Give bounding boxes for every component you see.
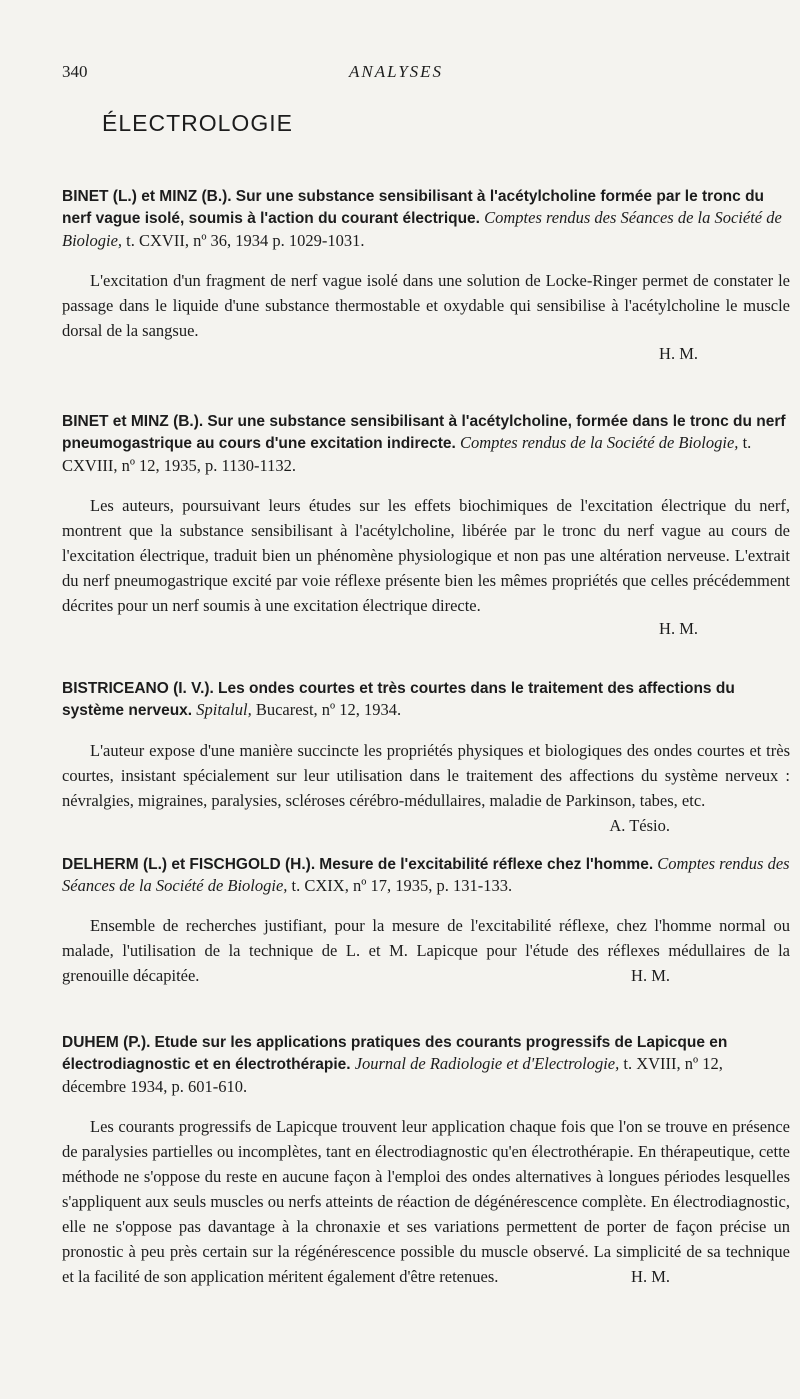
page-header bbox=[62, 62, 730, 86]
reference bbox=[62, 410, 790, 477]
entry-abstract bbox=[62, 1114, 790, 1289]
entry-journal: Spitalul, bbox=[196, 700, 252, 719]
abstract-entry bbox=[62, 660, 790, 838]
entry-journal: Comptes rendus de la Société de Biologie, bbox=[459, 433, 739, 452]
entry-abstract-text: L'auteur expose d'une manière succincte les propriétés physiques et biologiques des ondes courtes et très courtes, insistant spécialement sur leur utilisation dans le traitement des affections du système nerveux : névralgies, migraines, paralysies, scléroses cérébro-médullaires, maladie de Parkinson, tabes, etc. bbox=[62, 741, 790, 810]
entry-citation: t. CXVII, nº 36, 1934 p. 1029-1031. bbox=[126, 230, 365, 250]
entry-authors: BISTRICEANO (I. V.). bbox=[62, 679, 214, 697]
entry-signature: A. Tésio. bbox=[609, 816, 670, 835]
entry-signature: H. M. bbox=[659, 618, 698, 638]
entry-citation: t. CXVIII, nº 12, 1935, p. 1130-1132. bbox=[62, 433, 752, 475]
abstract-entry bbox=[62, 168, 790, 364]
entry-abstract bbox=[62, 913, 790, 988]
entry-abstract: L'excitation d'un fragment de nerf vague isolé dans une solution de Locke-Ringer permet de constater le passage dans le liquide d'une substance thermostable et oxydable qui sensibilise à l'acétylcholine le muscle dorsal de la sangsue. bbox=[62, 270, 790, 340]
entry-authors: BINET et MINZ (B.). bbox=[62, 412, 204, 430]
entry-signature: H. M. bbox=[659, 343, 698, 363]
entry-authors: DELHERM (L.) et FISCHGOLD (H.). bbox=[62, 855, 316, 873]
entry-authors: DUHEM (P.). bbox=[62, 1033, 151, 1051]
abstract-entry bbox=[62, 1014, 790, 1289]
reference bbox=[62, 853, 790, 897]
entry-title: Etude sur les applications pratiques des courants progressifs de Lapicque en électrodiagnostic et en électrothérapie. bbox=[62, 1033, 728, 1073]
entry-authors: BINET (L.) et MINZ (B.). bbox=[62, 187, 232, 205]
entry-journal: Journal de Radiologie et d'Electrologie, bbox=[354, 1054, 620, 1073]
page-number: 340 bbox=[62, 62, 88, 81]
entry-abstract-text: Ensemble de recherches justifiant, pour la mesure de l'excitabilité réflexe, chez l'homme normal ou malade, l'utilisation de la technique de L. et M. Lapicque pour l'étude des réflexes médullaires de la grenouille décapitée. bbox=[62, 916, 790, 985]
reference bbox=[62, 1031, 790, 1098]
entry-journal: Comptes rendus des Séances de la Société de Biologie, bbox=[62, 208, 782, 250]
entry-citation: Bucarest, nº 12, 1934. bbox=[255, 700, 402, 719]
entry-journal: Comptes rendus des Séances de la Société de Biologie, bbox=[62, 853, 790, 895]
entry-abstract: Les auteurs, poursuivant leurs études sur les effets biochimiques de l'excitation électrique du nerf, montrent que la substance sensibilisant à l'acétylcholine, libérée par le tronc du nerf vague au cours de l'excitation électrique, traduit bien un phénomène physiologique et non pas une altération nerveuse. L'extrait du nerf pneumogastrique excité par voie réflexe présente bien les mêmes propriétés que celles précédemment décrites pour un nerf soumis à une excitation électrique directe. bbox=[62, 495, 790, 615]
entry-abstract-text: Les courants progressifs de Lapicque trouvent leur application chaque fois que l'on se trouve en présence de paralysies partielles ou incomplètes, tant en électrodiagnostic qu'en électrothérapie. En thérapeutique, cette méthode ne s'oppose du reste en aucune façon à l'emploi des ondes alternatives à longues périodes lesquelles s'appliquent aux seuls muscles ou nerfs atteints de réaction de dégénérescence complète. En électrodiagnostic, elle ne s'oppose pas davantage à la chronaxie et ses variations permettent de porter de façon précise un pronostic à peu près certain sur la régénérescence possible du muscle observé. La simplicité de sa technique et la facilité de son application méritent également d'être retenues. bbox=[62, 1116, 790, 1286]
section-title: ÉLECTROLOGIE bbox=[102, 110, 293, 136]
running-head: ANALYSES bbox=[348, 62, 444, 81]
entry-abstract bbox=[62, 738, 790, 835]
entry-citation: t. XVIII, nº 12, décembre 1934, p. 601-610. bbox=[62, 1054, 723, 1096]
entry-citation: t. CXIX, nº 17, 1935, p. 131-133. bbox=[291, 876, 513, 895]
abstract-entry bbox=[62, 393, 790, 639]
reference bbox=[62, 677, 790, 722]
entry-signature: H. M. bbox=[631, 966, 670, 985]
entry-title: Les ondes courtes et très courtes dans le traitement des affections du système nerveux. bbox=[62, 679, 735, 719]
entry-title: Sur une substance sensibilisant à l'acétylcholine formée par le tronc du nerf vague isolé, soumis à l'action du courant électrique. bbox=[62, 187, 765, 227]
entry-title: Sur une substance sensibilisant à l'acétylcholine, formée dans le tronc du nerf pneumogastrique au cours d'une excitation indirecte. bbox=[62, 412, 786, 452]
entry-title: Mesure de l'excitabilité réflexe chez l'homme. bbox=[319, 855, 654, 873]
entry-signature: H. M. bbox=[631, 1266, 670, 1286]
abstract-entry bbox=[62, 836, 790, 988]
reference bbox=[62, 185, 790, 252]
